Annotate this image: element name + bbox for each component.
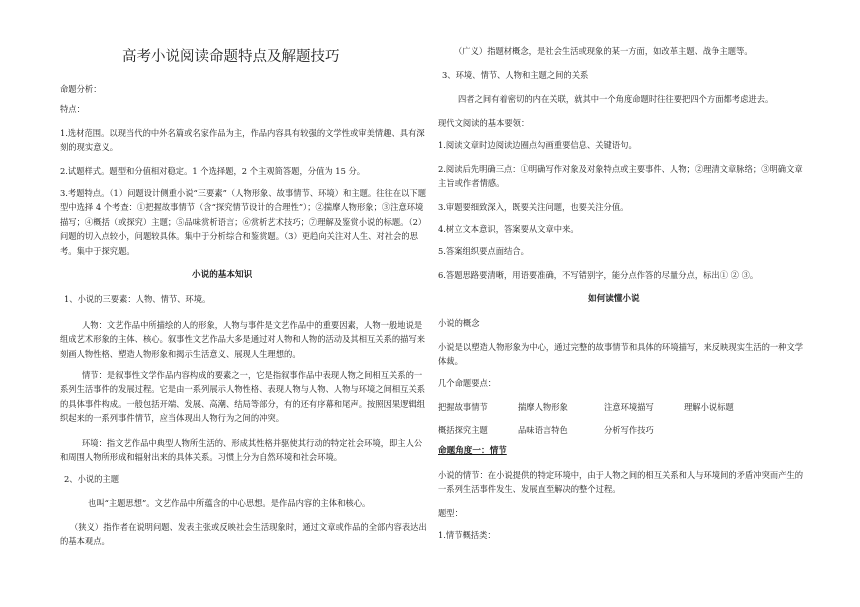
requirement-4: 4.树立文本意识，答案要从文章中来。 xyxy=(438,224,579,234)
concept-label: 小说的概念 xyxy=(438,318,480,328)
page-title: 高考小说阅读命题特点及解题技巧 xyxy=(122,49,340,65)
requirement-6: 6.答题思路要清晰，用语要准确，不写错别字，能分点作答的尽量分点，标出① ② ③。 xyxy=(438,270,759,280)
paragraph-relations: 四者之间有着密切的内在关联，就其中一个角度命题时往往要把四个方面都考虑进去。 xyxy=(458,94,774,104)
point-environment: 注意环境描写 xyxy=(604,402,654,412)
requirement-1: 1.阅读文章时边阅读边圈点勾画重要信息、关键语句。 xyxy=(438,140,637,150)
point-plot: 把握故事情节 xyxy=(438,402,488,412)
point-title: 理解小说标题 xyxy=(684,402,734,412)
item-three-elements: 1、小说的三要素：人物、情节、环境。 xyxy=(64,294,211,304)
paragraph-theme-narrow: （狭义）指作者在说明问题、发表主张或反映社会生活现象时，通过文章或作品的全部内容表达出的基本观点。 xyxy=(60,522,427,547)
question-type-label: 题型： xyxy=(438,508,463,518)
angle-heading-plot: 命题角度一：情节 xyxy=(438,446,507,456)
paragraph-theme-broad: （广义）指题材概念，是社会生活或现象的某一方面，如改革主题、战争主题等。 xyxy=(454,46,753,56)
point-theme: 概括探究主题 xyxy=(438,425,488,435)
question-type-1: 1.情节概括类： xyxy=(438,530,496,540)
paragraph-theme-definition: 也叫“主题思想”。文艺作品中所蕴含的中心思想。是作品内容的主体和核心。 xyxy=(88,498,371,508)
requirement-5: 5.答案组织要点面结合。 xyxy=(438,246,529,256)
features-label: 特点： xyxy=(60,104,85,114)
point-character: 揣摩人物形象 xyxy=(518,402,568,412)
requirement-3: 3.审题要细致深入，既要关注问题，也要关注分值。 xyxy=(438,202,629,212)
section-heading-reading: 如何读懂小说 xyxy=(588,294,640,304)
requirement-2: 2.阅读后先明确三点：①明确写作对象及对象特点或主要事件、人物；②理清文章脉络；③明确文章主旨或作者情感。 xyxy=(438,164,803,188)
paragraph-plot-definition: 小说的情节：在小说提供的特定环境中，由于人物之间的相互关系和人与环境间的矛盾冲突而产生的一系列生活事件发生、发展直至解决的整个过程。 xyxy=(438,470,804,495)
section-heading-basics: 小说的基本知识 xyxy=(192,270,253,280)
paragraph-selection: 1.选材范围。以现当代的中外名篇或名家作品为主，作品内容具有较强的文学性或审美情趣、具有深刻的现实意义。 xyxy=(60,128,425,152)
item-theme: 2、小说的主题 xyxy=(64,474,120,484)
paragraph-question-style: 2.试题样式。题型和分值相对稳定。1 个选择题，2 个主观简答题，分值为 15 分。 xyxy=(60,166,366,176)
points-label: 几个命题要点： xyxy=(438,378,497,388)
item-relations: 3、环境、情节、人物和主题之间的关系 xyxy=(442,70,589,80)
paragraph-plot: 情节：是叙事性文学作品内容构成的要素之一，它是指叙事作品中表现人物之间相互关系的一系列生活事件的发展过程。它是由一系列展示人物性格、表现人物与人物、人物与环境之间相互关系的具体事件构成。一般包括开端、发展、高潮、结局等部分，有的还有序幕和尾声。按照因果逻辑组织起来的一系列事件情节，应当体现出人物行为之间的冲突。 xyxy=(60,370,426,424)
requirements-label: 现代文阅读的基本要领： xyxy=(438,118,530,128)
point-language: 品味语言特色 xyxy=(518,425,568,435)
analysis-label: 命题分析： xyxy=(60,84,102,94)
point-technique: 分析写作技巧 xyxy=(604,425,654,435)
paragraph-question-features: 3.考题特点。（1）问题设计侧重小说“三要素”（人物形象、故事情节、环境）和主题。往往在以下题型中选择 4 个考查：①把握故事情节（含“探究情节设计的合理性”）；②揣摩人物形象；③注意环境描写；④概括（或探究）主题；⑤品味赏析语言；⑥赏析艺术技巧；⑦理解及鉴赏小说的标题。（2）问题的切入点较小，问题较具体。集中于分析综合和鉴赏题。（3）更趋向关注对人生、对社会的思考。集中于探究题。 xyxy=(60,188,427,256)
paragraph-concept: 小说是以塑造人物形象为中心，通过完整的故事情节和具体的环境描写，来反映现实生活的一种文学体裁。 xyxy=(438,342,804,367)
paragraph-character: 人物：文艺作品中所描绘的人的形象，人物与事件是文艺作品中的重要因素，人物一般地说是组成艺术形象的主体、核心。叙事性文艺作品大多是通过对人物和人物的活动及其相互关系的描写来刻画人物性格、塑造人物形象和揭示生活意义、展现人生理想的。 xyxy=(60,320,426,359)
paragraph-environment: 环境：指文艺作品中典型人物所生活的、形成其性格并驱使其行动的特定社会环境，即主人公和周围人物所形成和辐射出来的具体关系。习惯上分为自然环境和社会环境。 xyxy=(60,438,423,463)
